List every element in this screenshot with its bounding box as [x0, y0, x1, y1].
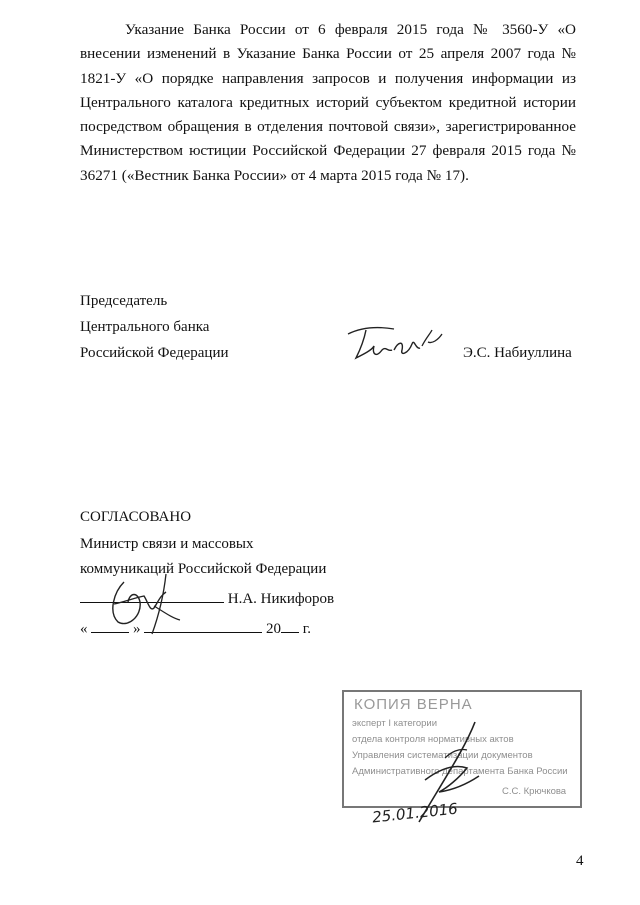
date-close-quote: »: [133, 621, 141, 637]
year-underline: [281, 618, 299, 633]
stamp-handwritten-date: 25.01.2016: [371, 799, 459, 827]
approval-title-line2: коммуникаций Российской Федерации: [80, 561, 327, 577]
body-paragraph: Указание Банка России от 6 февраля 2015 года № 3560-У «О внесении изменений в Указание Банка России от 25 апреля 2007 года № 1821-У «О порядке направления запросов и получения информации из Центрального каталога кредитных историй субъектом кредитной истории посредством обращения в отделения почтовой связи», зарегистрированное Министерством юстиции Российской Федерации 27 февраля 2015 года № 36271 («Вестник Банка России» от 4 марта 2015 года № 17).: [80, 21, 576, 184]
year-suffix: г.: [302, 621, 311, 637]
signatory-title-line3: Российской Федерации: [80, 345, 229, 361]
minister-signature-icon: [94, 562, 194, 642]
page-number: 4: [576, 853, 584, 869]
year-prefix: 20: [266, 621, 281, 637]
chairman-signature-icon: [342, 320, 454, 366]
stamp-line1: эксперт I категории: [352, 718, 438, 729]
stamp-line3: Управления систематизации документов: [352, 750, 533, 761]
approval-heading: СОГЛАСОВАНО: [80, 509, 192, 525]
approval-title-line1: Министр связи и массовых: [80, 536, 254, 552]
stamp-line4: Административного департамента Банка России: [352, 766, 568, 777]
signatory-title-line2: Центрального банка: [80, 319, 210, 335]
approval-name: Н.А. Никифоров: [227, 591, 335, 607]
stamp-line2: отдела контроля нормативных актов: [352, 734, 514, 745]
signatory-name: Э.С. Набиуллина: [463, 345, 572, 361]
stamp-title: КОПИЯ ВЕРНА: [354, 696, 473, 713]
signatory-title-line1: Председатель: [80, 293, 168, 309]
date-open-quote: «: [80, 621, 88, 637]
stamp-line5: С.С. Крючкова: [502, 786, 567, 797]
